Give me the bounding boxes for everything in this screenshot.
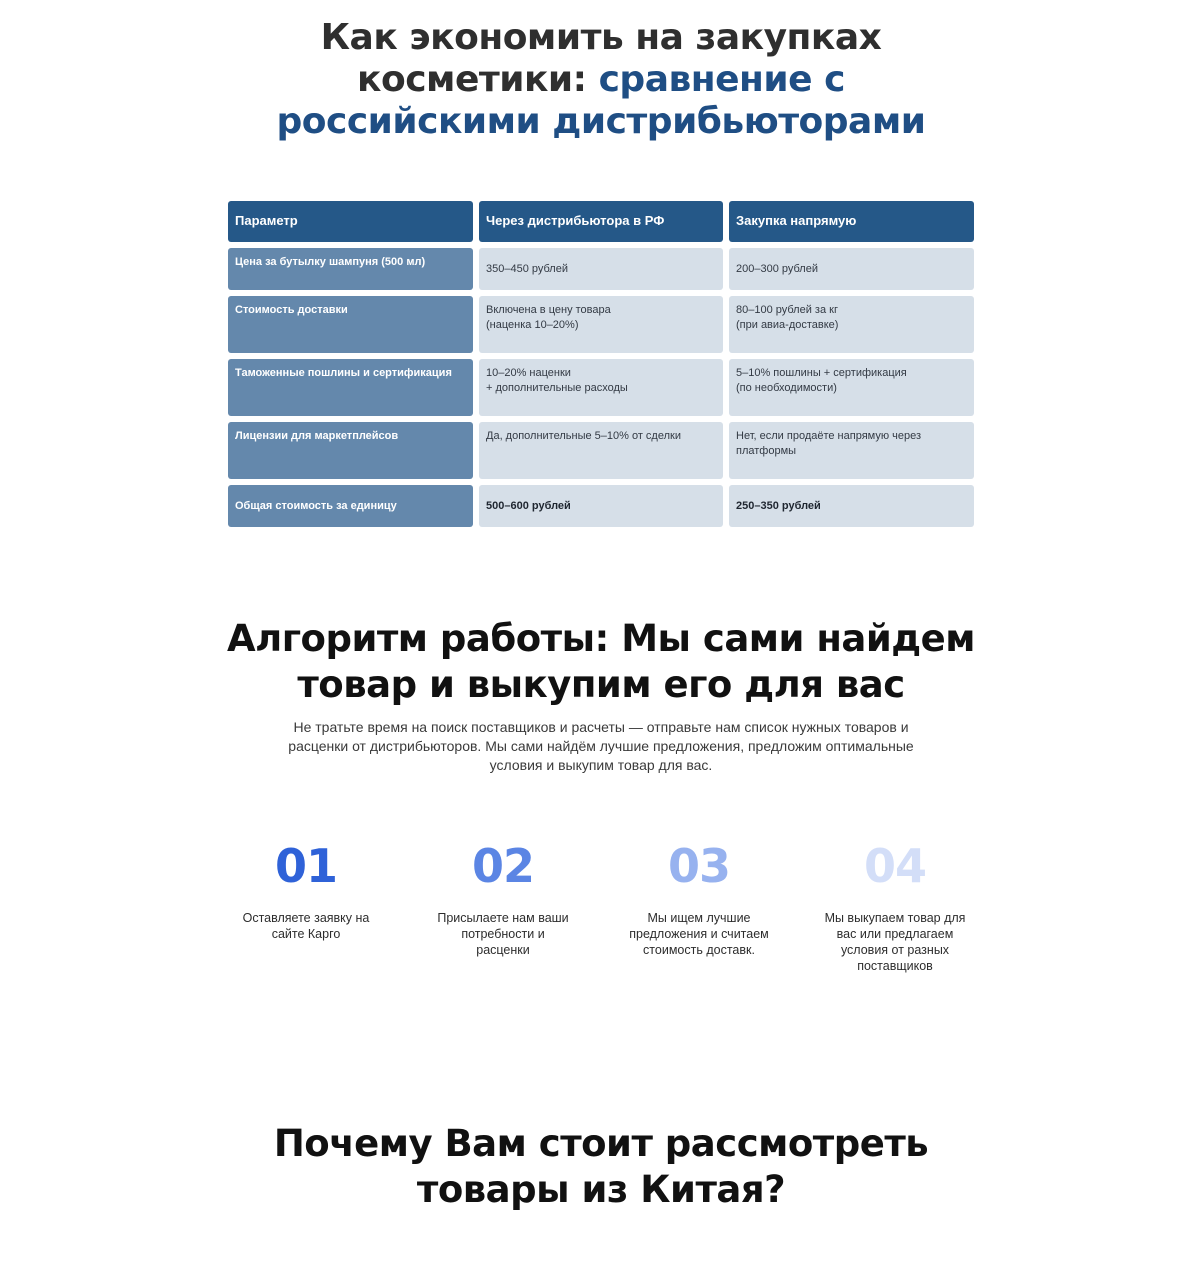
step-number: 02 [471, 839, 534, 893]
algorithm-description: Не тратьте время на поиск поставщиков и расчеты — отправьте нам список нужных товаров и расценки от дистрибьюторов. Мы сами найдём лучшие предложения, предложим оптимальные условия и выкупим товар для вас. [288, 719, 914, 773]
table-header-direct: Закупка напрямую [729, 201, 974, 242]
step-text: Мы ищем лучшие предложения и считаем стоимость доставк. [629, 911, 769, 957]
table-row-param: Таможенные пошлины и сертификация [228, 359, 473, 416]
step-text: Присылаете нам ваши потребности и расценки [437, 911, 569, 957]
why-china-title-line1: Почему Вам стоит рассмотреть [273, 1122, 929, 1165]
step-number: 03 [667, 839, 730, 893]
table-row-distributor-value: 350–450 рублей [479, 248, 723, 290]
algorithm-title-line1: Алгоритм работы: Мы сами найдем [226, 617, 976, 660]
table-row-direct-value: 5–10% пошлины + сертификация (по необходимости) [729, 359, 974, 416]
step-text: Мы выкупаем товар для вас или предлагаем условия от разных поставщиков [824, 911, 966, 973]
why-china-title [0, 1121, 1202, 1213]
algorithm-title-line2: товар и выкупим его для вас [297, 663, 905, 706]
table-row-direct-value: 200–300 рублей [729, 248, 974, 290]
step-2 [423, 838, 583, 958]
table-row-distributor-value: 500–600 рублей [479, 485, 723, 527]
table-row-direct-value: Нет, если продаёте напрямую через платформы [729, 422, 974, 479]
table-row-distributor-value: Включена в цену товара (наценка 10–20%) [479, 296, 723, 353]
comparison-title-line2-plain: косметики: [357, 59, 599, 100]
table-row-param: Общая стоимость за единицу [228, 485, 473, 527]
table-row-direct-value: 80–100 рублей за кг (при авиа-доставке) [729, 296, 974, 353]
step-text: Оставляете заявку на сайте Карго [242, 911, 370, 941]
table-row-distributor-value: 10–20% наценки + дополнительные расходы [479, 359, 723, 416]
why-china-title-line2: товары из Китая? [416, 1168, 786, 1211]
step-number: 01 [274, 839, 337, 893]
comparison-title-line3-accent: российскими дистрибьюторами [276, 101, 926, 142]
step-1 [226, 838, 386, 942]
comparison-title-line1: Как экономить на закупках [320, 17, 882, 58]
table-header-distributor: Через дистрибьютора в РФ [479, 201, 723, 242]
step-3 [619, 838, 779, 958]
step-number: 04 [863, 839, 926, 893]
comparison-table [228, 201, 974, 527]
table-row-param: Цена за бутылку шампуня (500 мл) [228, 248, 473, 290]
step-4 [815, 838, 975, 974]
comparison-title [0, 17, 1202, 143]
table-row-direct-value: 250–350 рублей [729, 485, 974, 527]
table-row-param: Лицензии для маркетплейсов [228, 422, 473, 479]
table-header-parameter: Параметр [228, 201, 473, 242]
table-row-param: Стоимость доставки [228, 296, 473, 353]
comparison-title-line2-accent: сравнение с [598, 59, 845, 100]
table-row-distributor-value: Да, дополнительные 5–10% от сделки [479, 422, 723, 479]
algorithm-title [0, 616, 1202, 708]
